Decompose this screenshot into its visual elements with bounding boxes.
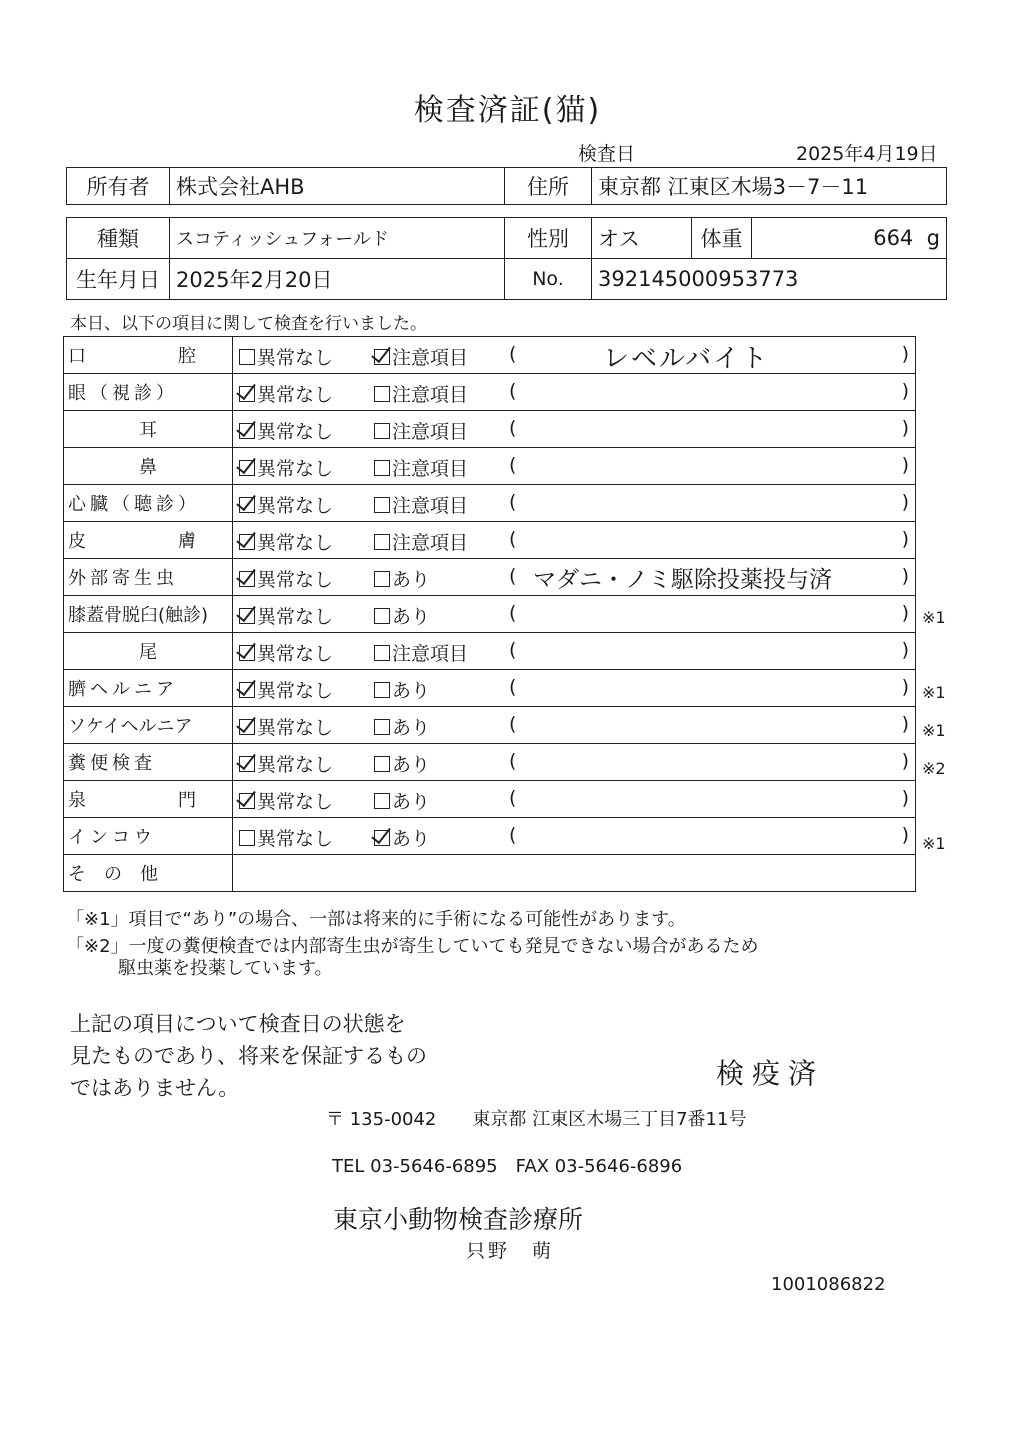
checkbox-icon[interactable]: [374, 645, 390, 661]
checked-box-icon[interactable]: [239, 497, 255, 513]
option-label: 異常なし: [257, 347, 334, 369]
birth-value: 2025年2月20日: [170, 259, 505, 300]
checkbox-icon[interactable]: [374, 682, 390, 698]
finding-option[interactable]: [374, 824, 430, 851]
exam-item-label: 心臓（聴診）: [68, 494, 200, 515]
exam-item-name: [64, 559, 233, 596]
exam-row: [64, 818, 916, 855]
exam-item-name: [64, 670, 233, 707]
finding-option[interactable]: [374, 491, 468, 518]
no-abnormality-option[interactable]: [239, 343, 333, 370]
weight-unit: g: [926, 226, 940, 250]
footnote-mark: ※1: [922, 833, 946, 853]
finding-option[interactable]: [374, 750, 430, 777]
option-label: あり: [392, 791, 431, 813]
sex-label: 性別: [505, 218, 592, 259]
no-abnormality-option[interactable]: [239, 417, 333, 444]
checkbox-icon[interactable]: [374, 423, 390, 439]
close-paren: ): [901, 787, 909, 809]
open-paren: (: [509, 491, 517, 513]
finding-option[interactable]: [374, 528, 468, 555]
option-label: 注意項目: [392, 532, 469, 554]
open-paren: (: [509, 602, 517, 624]
disclaimer-line: 上記の項目について検査日の状態を: [70, 1012, 406, 1036]
exam-item-name: [64, 522, 233, 559]
exam-item-name: [64, 781, 233, 818]
checkbox-icon[interactable]: [374, 756, 390, 772]
close-paren: ): [901, 491, 909, 513]
weight-label: 体重: [692, 218, 752, 259]
exam-row: [64, 596, 916, 633]
exam-note: レベルバイト: [603, 344, 770, 374]
option-label: 異常なし: [257, 532, 334, 554]
exam-item-label: 眼（視診）: [68, 383, 178, 404]
disclaimer-line: 見たものであり、将来を保証するもの: [70, 1044, 427, 1068]
exam-row: [64, 448, 916, 485]
disclaimer: [70, 1008, 427, 1104]
option-label: あり: [392, 569, 431, 591]
option-label: 異常なし: [257, 680, 334, 702]
open-paren: (: [509, 454, 517, 476]
exam-result: [233, 633, 916, 670]
checked-box-icon[interactable]: [239, 682, 255, 698]
exam-result: [233, 670, 916, 707]
checked-box-icon[interactable]: [239, 793, 255, 809]
exam-date: 2025年4月19日: [796, 143, 938, 165]
exam-result: [233, 818, 916, 855]
checkbox-icon[interactable]: [374, 719, 390, 735]
exam-row: [64, 411, 916, 448]
checked-box-icon[interactable]: [239, 645, 255, 661]
exam-row: [64, 744, 916, 781]
open-paren: (: [509, 713, 517, 735]
open-paren: (: [509, 824, 517, 846]
option-label: 異常なし: [257, 791, 334, 813]
breed-label: 種類: [67, 218, 170, 259]
option-label: 注意項目: [392, 643, 469, 665]
close-paren: ): [901, 528, 909, 550]
serial-number: 1001086822: [771, 1274, 886, 1295]
checkbox-icon[interactable]: [374, 793, 390, 809]
exam-row: [64, 781, 916, 818]
checkbox-icon[interactable]: [374, 571, 390, 587]
option-label: 異常なし: [257, 717, 334, 739]
no-abnormality-option[interactable]: [239, 750, 333, 777]
exam-row: [64, 707, 916, 744]
close-paren: ): [901, 713, 909, 735]
finding-option[interactable]: [374, 639, 468, 666]
exam-result: [233, 707, 916, 744]
no-abnormality-option[interactable]: [239, 380, 333, 407]
option-label: 異常なし: [257, 458, 334, 480]
exam-row: [64, 485, 916, 522]
checked-box-icon[interactable]: [239, 423, 255, 439]
option-label: 異常なし: [257, 421, 334, 443]
checkbox-icon[interactable]: [374, 608, 390, 624]
option-label: あり: [392, 606, 431, 628]
phone-fax: TEL 03-5646-6895 FAX 03-5646-6896: [332, 1156, 683, 1177]
open-paren: (: [509, 750, 517, 772]
other-value: [233, 855, 916, 892]
weight-cell: [752, 218, 947, 259]
option-label: 異常なし: [257, 495, 334, 517]
pet-info-table: [66, 217, 947, 300]
checkbox-icon[interactable]: [374, 497, 390, 513]
no-abnormality-option[interactable]: [239, 528, 333, 555]
option-label: 異常なし: [257, 828, 334, 850]
exam-item-label: 尾: [139, 642, 157, 663]
open-paren: (: [509, 417, 517, 439]
exam-item-name: [64, 448, 233, 485]
option-label: 注意項目: [392, 347, 469, 369]
exam-date-label: 検査日: [578, 143, 636, 165]
disclaimer-line: ではありません。: [70, 1076, 240, 1100]
exam-item-label: インコウ: [68, 827, 156, 848]
option-label: 注意項目: [392, 495, 469, 517]
exam-row: [64, 559, 916, 596]
exam-item-name: [64, 744, 233, 781]
close-paren: ): [901, 676, 909, 698]
exam-item-name: [64, 411, 233, 448]
footnote-2-line-1: 「※2」一度の糞便検査では内部寄生虫が寄生していても発見できない場合があるため: [66, 936, 759, 957]
exam-result: [233, 744, 916, 781]
footnote-mark: ※1: [922, 683, 946, 703]
exam-item-label: 外部寄生虫: [68, 568, 178, 589]
exam-item-name: [64, 337, 233, 374]
exam-item-label: 臍ヘルニア: [68, 679, 178, 700]
option-label: 異常なし: [257, 384, 334, 406]
owner-value: 株式会社AHB: [170, 168, 505, 205]
exam-row: [64, 374, 916, 411]
checked-box-icon[interactable]: [239, 534, 255, 550]
page-title: 検査済証(猫): [413, 93, 602, 128]
address-value: 東京都 江東区木場3－7－11: [592, 168, 947, 205]
exam-item-label: 膝蓋骨脱臼(触診): [68, 605, 209, 626]
option-label: 異常なし: [257, 643, 334, 665]
finding-option[interactable]: [374, 454, 468, 481]
option-label: 注意項目: [392, 421, 469, 443]
exam-item-label: 泉 門: [68, 790, 200, 811]
close-paren: ): [901, 824, 909, 846]
option-label: 異常なし: [257, 754, 334, 776]
close-paren: ): [901, 750, 909, 772]
exam-item-name: [64, 633, 233, 670]
exam-item-name: [64, 818, 233, 855]
no-abnormality-option[interactable]: [239, 454, 333, 481]
checked-box-icon[interactable]: [239, 719, 255, 735]
no-abnormality-option[interactable]: [239, 787, 333, 814]
exam-row: [64, 670, 916, 707]
exam-item-name: [64, 374, 233, 411]
owner-label: 所有者: [67, 168, 170, 205]
breed-value: スコティッシュフォールド: [170, 218, 505, 259]
exam-note: マダニ・ノミ駆除投薬投与済: [533, 567, 832, 593]
exam-row: [64, 337, 916, 374]
finding-option[interactable]: [374, 380, 468, 407]
finding-option[interactable]: [374, 713, 430, 740]
close-paren: ): [901, 602, 909, 624]
close-paren: ): [901, 343, 909, 365]
open-paren: (: [509, 676, 517, 698]
checked-box-icon[interactable]: [239, 571, 255, 587]
number-label: No.: [505, 259, 592, 300]
close-paren: ): [901, 380, 909, 402]
exam-item-label: 糞便検査: [68, 753, 156, 774]
checkbox-icon[interactable]: [239, 349, 255, 365]
open-paren: (: [509, 787, 517, 809]
exam-row: [64, 522, 916, 559]
owner-address-table: [66, 167, 947, 205]
exam-item-name: [64, 485, 233, 522]
option-label: 異常なし: [257, 569, 334, 591]
quarantine-seal: 検疫済: [716, 1057, 825, 1090]
exam-result: [233, 374, 916, 411]
footnote-mark: ※2: [922, 758, 946, 778]
checkbox-icon[interactable]: [239, 830, 255, 846]
exam-result: [233, 596, 916, 633]
open-paren: (: [509, 380, 517, 402]
close-paren: ): [901, 639, 909, 661]
open-paren: (: [509, 565, 517, 587]
finding-option[interactable]: [374, 565, 430, 592]
checkbox-icon[interactable]: [374, 386, 390, 402]
open-paren: (: [509, 528, 517, 550]
option-label: あり: [392, 717, 431, 739]
exam-result: [233, 448, 916, 485]
checked-box-icon[interactable]: [374, 349, 390, 365]
close-paren: ): [901, 454, 909, 476]
exam-item-label: 口 腔: [68, 346, 200, 367]
exam-row: [64, 633, 916, 670]
no-abnormality-option[interactable]: [239, 676, 333, 703]
intro-text: 本日、以下の項目に関して検査を行いました。: [70, 314, 427, 334]
checked-box-icon[interactable]: [239, 386, 255, 402]
close-paren: ): [901, 565, 909, 587]
sex-value: オス: [592, 218, 692, 259]
no-abnormality-option[interactable]: [239, 824, 333, 851]
finding-option[interactable]: [374, 676, 430, 703]
finding-option[interactable]: [374, 602, 430, 629]
finding-option[interactable]: [374, 787, 430, 814]
address-label: 住所: [505, 168, 592, 205]
exam-item-name: [64, 707, 233, 744]
no-abnormality-option[interactable]: [239, 713, 333, 740]
clinic-name: 東京小動物検査診療所: [333, 1205, 584, 1234]
exam-result: [233, 411, 916, 448]
exam-result: [233, 781, 916, 818]
other-label: そ の 他: [64, 855, 233, 892]
close-paren: ): [901, 417, 909, 439]
footnote-mark: ※1: [922, 608, 946, 628]
footnote-1: 「※1」項目で“あり”の場合、一部は将来的に手術になる可能性があります。: [66, 909, 686, 930]
option-label: 注意項目: [392, 384, 469, 406]
open-paren: (: [509, 343, 517, 365]
no-abnormality-option[interactable]: [239, 491, 333, 518]
option-label: 異常なし: [257, 606, 334, 628]
footnote-mark: ※1: [922, 721, 946, 740]
exam-item-label: 耳: [139, 420, 157, 441]
option-label: 注意項目: [392, 458, 469, 480]
checked-box-icon[interactable]: [239, 608, 255, 624]
checked-box-icon[interactable]: [374, 830, 390, 846]
exam-item-name: [64, 596, 233, 633]
no-abnormality-option[interactable]: [239, 602, 333, 629]
checkbox-icon[interactable]: [374, 460, 390, 476]
postal-address: 〒 135-0042 東京都 江東区木場三丁目7番11号: [326, 1109, 747, 1130]
exam-item-label: 皮 膚: [68, 531, 200, 552]
exam-table: [63, 336, 916, 892]
exam-result: [233, 522, 916, 559]
exam-result: [233, 559, 916, 596]
no-abnormality-option[interactable]: [239, 639, 333, 666]
no-abnormality-option[interactable]: [239, 565, 333, 592]
checkbox-icon[interactable]: [374, 534, 390, 550]
weight-value: 664: [873, 226, 914, 250]
option-label: あり: [392, 828, 431, 850]
vet-name: 只野 萌: [466, 1240, 555, 1262]
exam-item-label: 鼻: [139, 457, 157, 478]
open-paren: (: [509, 639, 517, 661]
exam-result: [233, 337, 916, 374]
number-value: 392145000953773: [592, 259, 947, 300]
option-label: あり: [392, 680, 431, 702]
checked-box-icon[interactable]: [239, 756, 255, 772]
birth-label: 生年月日: [67, 259, 170, 300]
checked-box-icon[interactable]: [239, 460, 255, 476]
finding-option[interactable]: [374, 343, 468, 370]
finding-option[interactable]: [374, 417, 468, 444]
exam-result: [233, 485, 916, 522]
option-label: あり: [392, 754, 431, 776]
footnote-2-line-2: 駆虫薬を投薬しています。: [118, 958, 333, 979]
exam-item-label: ソケイヘルニア: [68, 716, 193, 737]
